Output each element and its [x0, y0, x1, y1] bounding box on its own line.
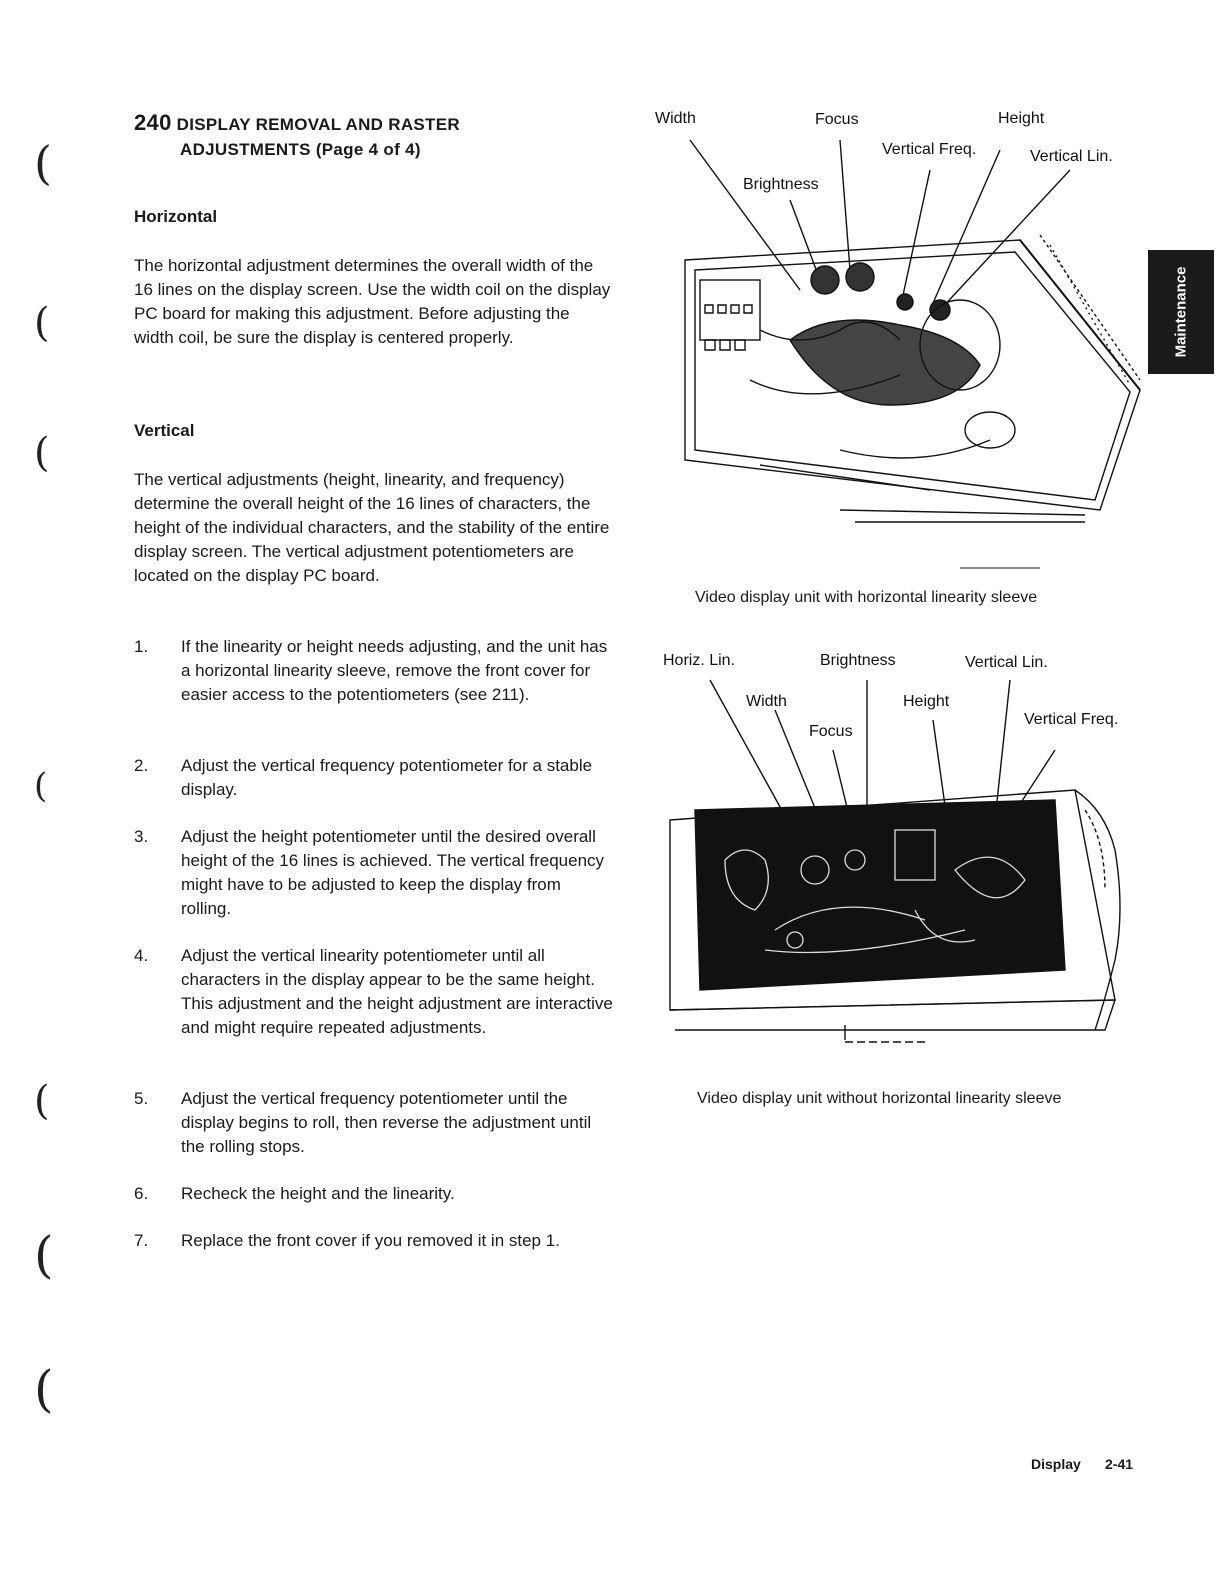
binder-bracket-icon: ( [34, 430, 50, 476]
binder-bracket-icon: ( [34, 766, 48, 806]
list-item: 6. Recheck the height and the linearity. [134, 1184, 455, 1203]
horizontal-paragraph: The horizontal adjustment determines the overall width of the 16 lines on the display screen. Use the width coil on the display PC board for making this adjustment. Before adjusting the width coil, be sure the display is centered properly. [134, 256, 611, 347]
binder-bracket-icon: ( [34, 300, 50, 346]
list-item: 7. Replace the front cover if you removed it in step 1. [134, 1231, 560, 1250]
page-number: 2-41 [1105, 1456, 1134, 1472]
figure2-label-focus: Focus [809, 723, 853, 740]
maintenance-tab: Maintenance [1148, 250, 1214, 374]
list-item: 4. Adjust the vertical linearity potentiometer until all characters in the display appear to be the same height. This adjustment and the height adjustment are interactive and might require repeated adjustments. [134, 946, 613, 1037]
binder-bracket-icon: ( [34, 136, 52, 190]
list-item: 3. Adjust the height potentiometer until the desired overall height of the 16 lines is achieved. The vertical frequency might have to be adjusted to keep the display from rolling. [134, 827, 605, 918]
figure1-drawing [640, 130, 1160, 570]
horizontal-heading: Horizontal [134, 207, 218, 226]
figure2-label-height: Height [903, 693, 950, 710]
figure1-label-width: Width [655, 110, 696, 127]
figure1-label-brightness: Brightness [743, 176, 819, 193]
figure1-label-focus: Focus [815, 111, 859, 128]
vertical-paragraph: The vertical adjustments (height, linearity, and frequency) determine the overall height of the 16 lines of characters, the height of the individual characters, and the stability of the entire display screen. The vertical adjustment potentiometers are located on the display PC board. [134, 470, 610, 585]
binder-bracket-icon: ( [34, 1360, 54, 1418]
figure1-label-vertical-freq: Vertical Freq. [882, 141, 977, 158]
figure2-label-vertical-freq: Vertical Freq. [1024, 711, 1119, 728]
footer-section: Display [1031, 1456, 1081, 1472]
figure2-label-vertical-lin: Vertical Lin. [965, 654, 1048, 671]
figure1-label-vertical-lin: Vertical Lin. [1030, 148, 1113, 165]
binder-bracket-icon: ( [34, 1226, 54, 1284]
figure1-label-height: Height [998, 110, 1045, 127]
vertical-heading: Vertical [134, 421, 195, 440]
figure2-drawing [655, 670, 1155, 1070]
binder-bracket-icon: ( [34, 1078, 50, 1124]
figure2-label-width: Width [746, 693, 787, 710]
page-title: 240 DISPLAY REMOVAL AND RASTER ADJUSTMENTS (Page 4 of 4) [134, 110, 460, 159]
figure2-label-horiz-lin: Horiz. Lin. [663, 652, 736, 669]
list-item: 2. Adjust the vertical frequency potentiometer for a stable display. [134, 756, 593, 799]
figure2-caption: Video display unit without horizontal linearity sleeve [697, 1090, 1062, 1107]
list-item: 5. Adjust the vertical frequency potentiometer until the display begins to roll, then reverse the adjustment until the rolling stops. [134, 1089, 592, 1156]
figure2-label-brightness: Brightness [820, 652, 896, 669]
figure1-caption: Video display unit with horizontal linearity sleeve [695, 589, 1038, 606]
list-item: 1. If the linearity or height needs adjusting, and the unit has a horizontal linearity sleeve, remove the front cover for easier access to the potentiometers (see 211). [134, 637, 608, 704]
